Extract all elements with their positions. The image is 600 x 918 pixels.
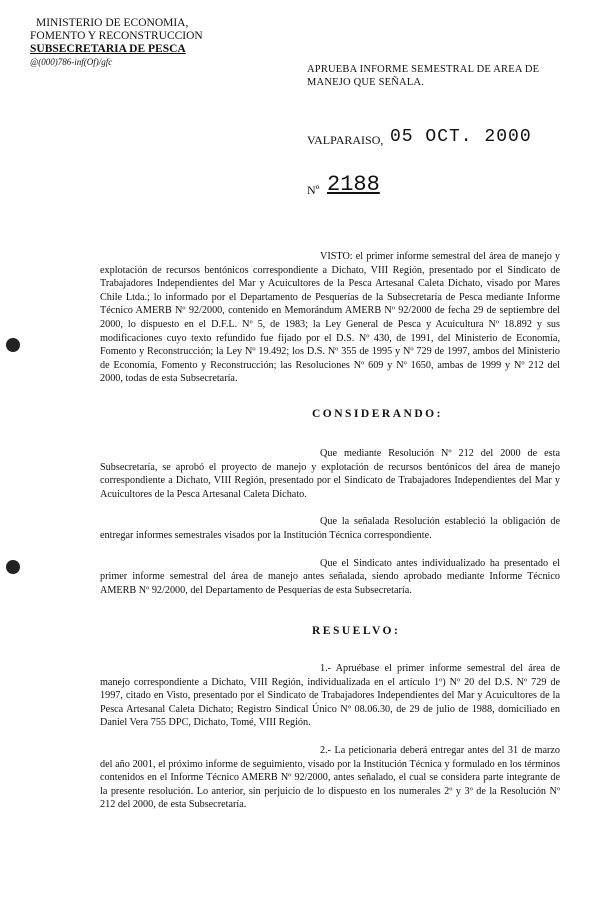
ministry-line-2: FOMENTO Y RECONSTRUCCION <box>30 30 203 42</box>
considerando-section <box>100 447 560 597</box>
resuelvo-heading: RESUELVO: <box>312 625 401 637</box>
subject-line-2: MANEJO QUE SEÑALA. <box>307 77 425 88</box>
place: VALPARAISO, <box>307 133 384 147</box>
resuelvo-item: 1.- Apruébase el primer informe semestral del área de manejo correspondiente a Dichato, VIII Región, individualizada en el artículo 1º) Nº 20 del D.S. Nº 729 de 1997, citado en Visto, presentado por el Sindicato de Trabajadores Independientes del Mar y Acuicultores de la Pesca Artesanal Caleta Dichato; Registro Sindical Único Nº 08.06.30, de 29 de julio de 1988, domiciliado en Daniel Vera 755 DPC, Dichato, Tomé, VIII Región. <box>100 663 560 729</box>
resuelvo-item: 2.- La peticionaria deberá entregar antes del 31 de marzo del año 2001, el próximo informe de seguimiento, visado por la Institución Técnica y formulado en los términos contenidos en el Informe Técnico AMERB Nº 92/2000, antes señalado, el cual se considera parte integrante de la presente resolución. Lo anterior, sin perjuicio de lo dispuesto en los numerales 2º y 3º de la Resolución Nº 212 del 2000, de esta Subsecretaría. <box>100 744 560 811</box>
subject-line-1: APRUEBA INFORME SEMESTRAL DE AREA DE <box>307 64 540 75</box>
resuelvo-section <box>100 662 560 812</box>
ministry-line-3: SUBSECRETARIA DE PESCA <box>30 43 186 55</box>
subject-title <box>307 63 539 89</box>
considerando-heading: CONSIDERANDO: <box>312 408 443 420</box>
considerando-item: Que mediante Resolución Nº 212 del 2000 de esta Subsecretaría, se aprobó el proyecto de manejo y explotación de recursos bentónicos del área de manejo correspondiente a Dichato, VIII Región, presentado por el Sindicato de Trabajadores Independientes del Mar y Acuicultores de la Pesca Artesanal Caleta Dichato. <box>100 448 560 500</box>
visto-text: VISTO: el primer informe semestral del área de manejo y explotación de recursos bentónicos correspondiente a Dichato, VIII Región, presentado por el Sindicato de Trabajadores Independientes del Mar y Acuicultores de la Pesca Artesanal Caleta Dichato, visado por Mares Chile Ltda.; lo informado por el Departamento de Pesquerías de la Subsecretaría de Pesca mediante Informe Técnico AMERB Nº 92/2000, contenido en Memorándum AMERB Nº 92/2000 de fecha 29 de septiembre del 2000, lo dispuesto en el D.F.L. Nº 5, de 1983; la Ley General de Pesca y Acuicultura Nº 18.892 y sus modificaciones cuyo texto refundido fue fijado por el D.S. Nº 430, de 1991, del Ministerio de Economía, Fomento y Reconstrucción; la Ley Nº 19.492; los D.S. Nº 355 de 1995 y Nº 729 de 1997, ambos del Ministerio de Economía, Fomento y Reconstrucción; las Resoluciones Nº 609 y Nº 1650, ambas de 1999 y Nº 212 del 2000, todas de esta Subsecretaría. <box>100 251 560 385</box>
considerando-item: Que la señalada Resolución estableció la obligación de entregar informes semestrales visados por la Institución Técnica correspondiente. <box>100 516 560 541</box>
resolution-number: 2188 <box>327 172 380 197</box>
punch-hole-top <box>6 338 20 352</box>
ministry-line-1: MINISTERIO DE ECONOMIA, <box>36 17 189 29</box>
visto-paragraph <box>100 250 560 386</box>
considerando-item: Que el Sindicato antes individualizado ha presentado el primer informe semestral del área de manejo antes señalada, siendo aprobado mediante Informe Técnico AMERB Nº 92/2000, del Departamento de Pesquerías de esta Subsecretaría. <box>100 557 560 596</box>
resolution-prefix: Nº <box>307 183 320 197</box>
date-stamp: 05 OCT. 2000 <box>390 127 532 147</box>
punch-hole-bottom <box>6 560 20 574</box>
reference-code: @(000)786-inf(Of)/gfc <box>30 57 113 67</box>
ministry-header <box>30 17 203 69</box>
